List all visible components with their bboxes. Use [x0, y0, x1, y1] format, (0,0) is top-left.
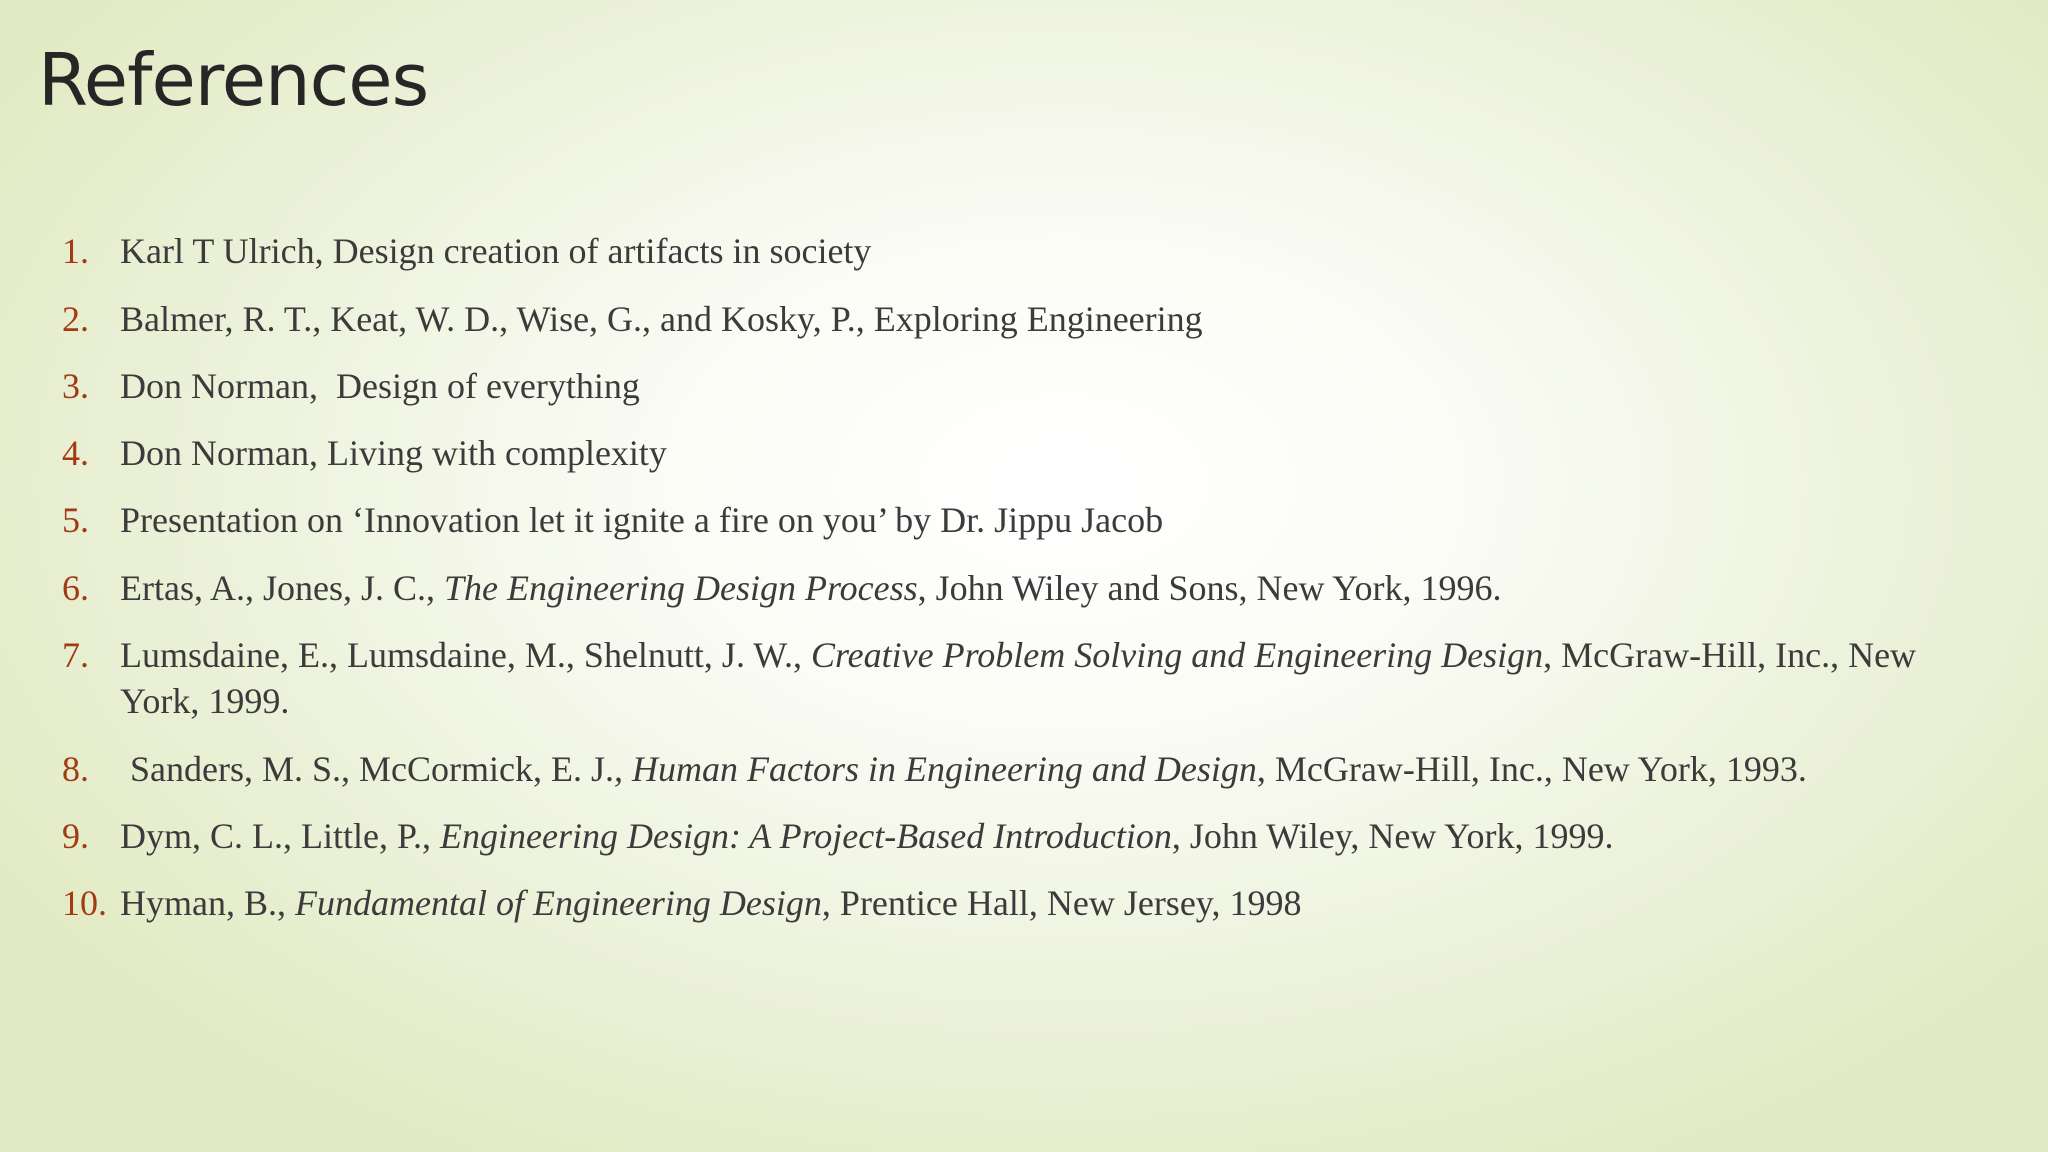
- reference-title: Creative Problem Solving and Engineering Design: [810, 635, 1544, 675]
- reference-number: 10.: [62, 883, 107, 923]
- reference-citation: Karl T Ulrich, Design creation of artifacts in society: [120, 231, 872, 271]
- reference-text: [120, 880, 1975, 926]
- reference-title: , Human Factors in Engineering and Design: [613, 749, 1257, 789]
- reference-citation: Don Norman, Design of everything: [120, 366, 640, 406]
- reference-publisher: , McGraw-Hill, Inc., New York, 1999.: [120, 635, 1917, 721]
- reference-publisher: , John Wiley, New York, 1999.: [1171, 816, 1614, 856]
- reference-number: 8.: [62, 749, 89, 789]
- reference-authors: Hyman, B.,: [120, 883, 295, 923]
- reference-title: Engineering Design: A Project-Based Introduction: [440, 816, 1172, 856]
- reference-number: 5.: [62, 500, 89, 540]
- reference-authors: Sanders, M. S., McCormick, E. J.: [130, 749, 614, 789]
- slide-title: References: [38, 38, 429, 122]
- reference-citation: Don Norman, Living with complexity: [120, 433, 667, 473]
- reference-number: 3.: [62, 366, 89, 406]
- reference-number: 1.: [62, 231, 89, 271]
- reference-text: [120, 497, 1975, 543]
- reference-text: [120, 565, 1975, 611]
- reference-number: 7.: [62, 635, 89, 675]
- reference-text: [120, 632, 1975, 724]
- reference-number: 4.: [62, 433, 89, 473]
- reference-text: [120, 430, 1975, 476]
- reference-citation: Presentation on ‘Innovation let it ignite a fire on you’ by Dr. Jippu Jacob: [120, 500, 1164, 540]
- reference-text: [130, 746, 1985, 792]
- reference-text: [120, 813, 1975, 859]
- reference-authors: Lumsdaine, E., Lumsdaine, M., Shelnutt, J. W.,: [120, 635, 811, 675]
- reference-text: [120, 363, 1975, 409]
- reference-number: 6.: [62, 568, 89, 608]
- reference-title: Fundamental of Engineering Design: [295, 883, 822, 923]
- reference-number: 2.: [62, 299, 89, 339]
- reference-publisher: , Prentice Hall, New Jersey, 1998: [821, 883, 1302, 923]
- reference-title: The Engineering Design Process: [444, 568, 918, 608]
- reference-text: [120, 296, 1975, 342]
- reference-publisher: , John Wiley and Sons, New York, 1996.: [917, 568, 1502, 608]
- reference-authors: Dym, C. L., Little, P.,: [120, 816, 441, 856]
- reference-number: 9.: [62, 816, 89, 856]
- reference-authors: Ertas, A., Jones, J. C.,: [120, 568, 444, 608]
- reference-text: [120, 228, 1975, 274]
- reference-publisher: , McGraw-Hill, Inc., New York, 1993.: [1256, 749, 1807, 789]
- reference-citation: Balmer, R. T., Keat, W. D., Wise, G., and Kosky, P., Exploring Engineering: [120, 299, 1203, 339]
